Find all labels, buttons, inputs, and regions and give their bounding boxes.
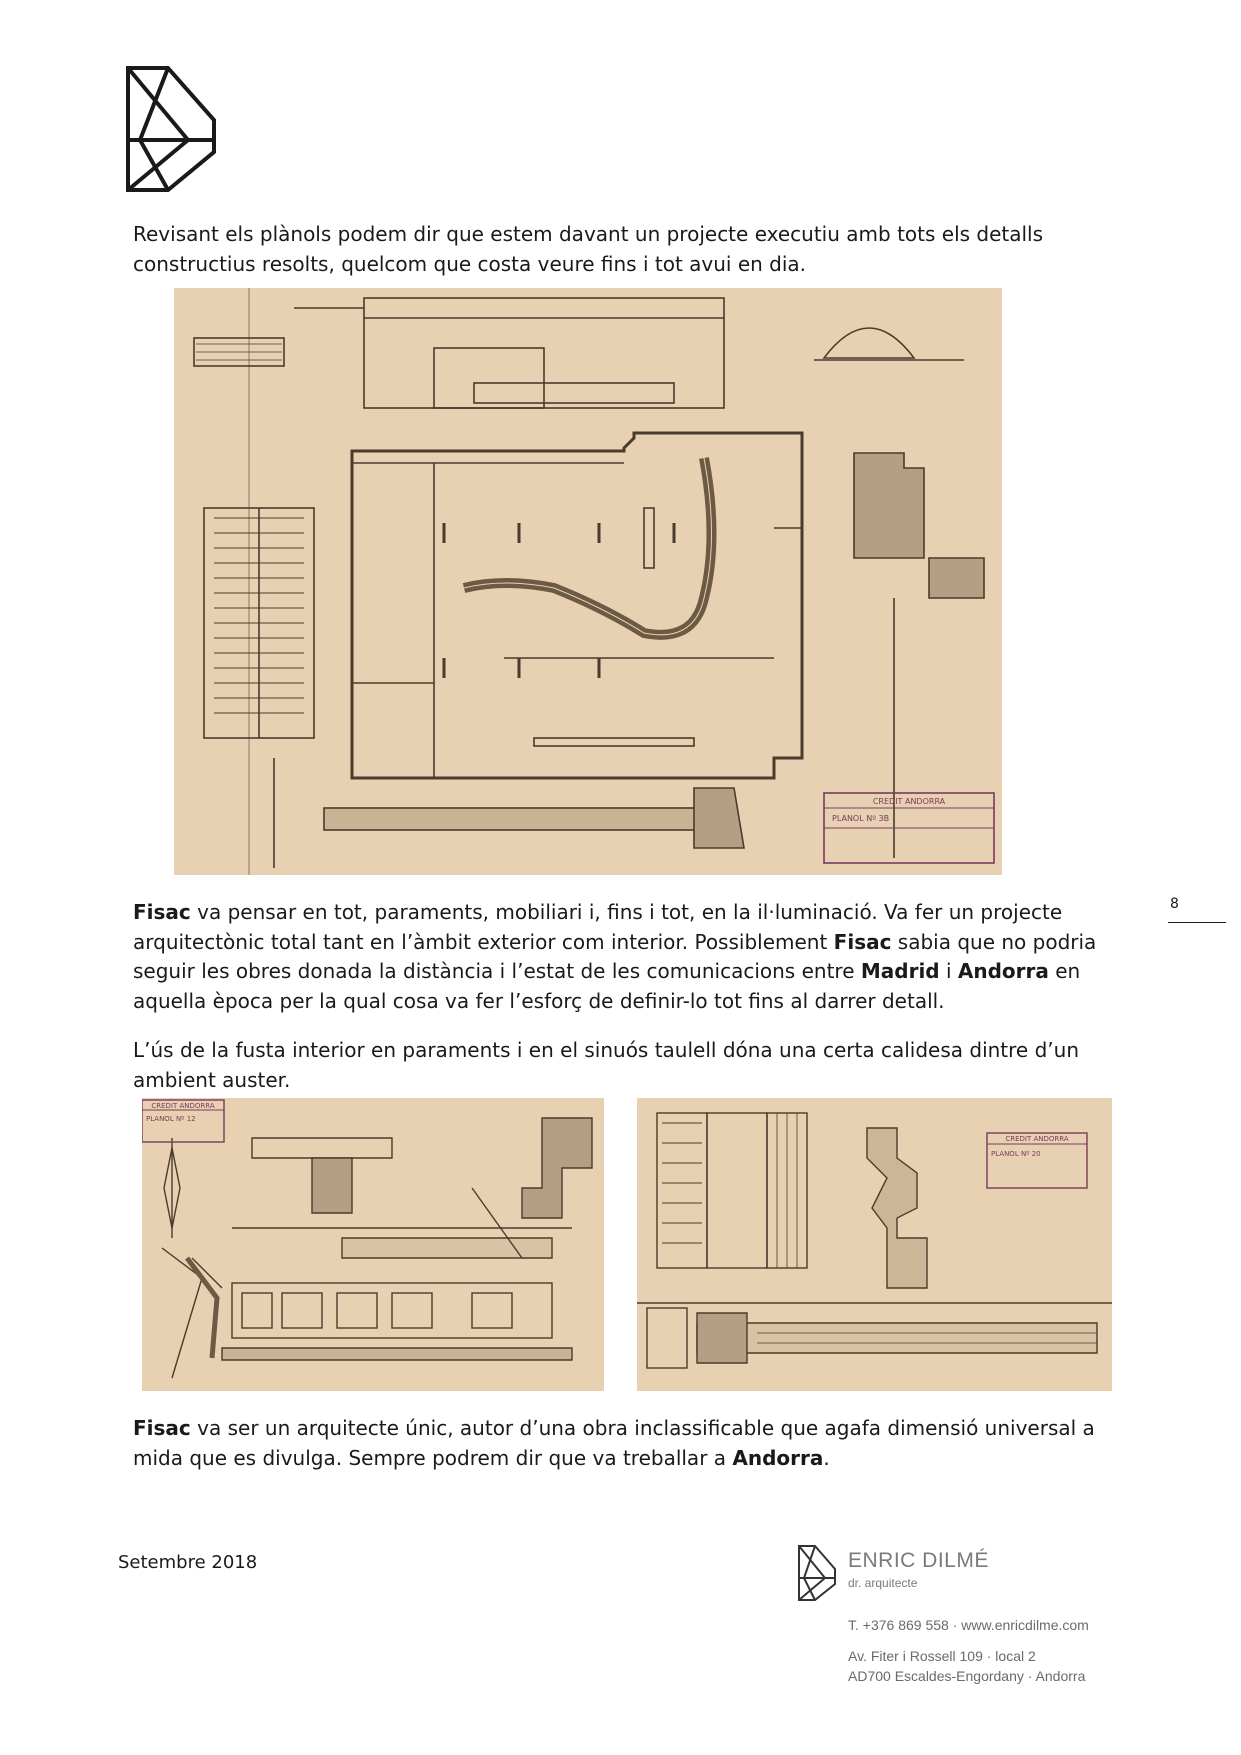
page-number-rule (1168, 922, 1226, 923)
detail-right-svg (637, 1098, 1112, 1391)
name-madrid: Madrid (860, 959, 940, 983)
p2-text-2: sabia que no podria seguir les obres donada la distància i l’estat de les comunicacions entre (133, 929, 1097, 983)
monogram-logo-icon (124, 64, 219, 194)
plan-stamp-number: PLANOL Nº 3B (832, 814, 890, 823)
detail-drawing-right (637, 1098, 1112, 1391)
name-andorra: Andorra (957, 959, 1049, 983)
plan-stamp-title: CREDIT ANDORRA (872, 797, 946, 806)
detail-left-stamp-title: CREDIT ANDORRA (151, 1102, 215, 1110)
page-number: 8 (1170, 896, 1179, 912)
address-line-2: AD700 Escaldes-Engordany · Andorra (848, 1668, 1086, 1684)
contact-line: T. +376 869 558 · www.enricdilme.com (848, 1617, 1089, 1633)
name-fisac: Fisac (133, 1416, 191, 1440)
name-andorra: Andorra (732, 1445, 824, 1470)
brand-subtitle: dr. arquitecte (848, 1576, 918, 1590)
p4-text-2: . (823, 1445, 830, 1470)
detail-left-stamp-number: PLANOL Nº 12 (146, 1115, 196, 1123)
address-line-1: Av. Fiter i Rossell 109 · local 2 (848, 1648, 1036, 1664)
floor-plan-drawing (174, 288, 1002, 875)
document-date: Setembre 2018 (118, 1552, 258, 1573)
p2-text-3: i (939, 959, 958, 983)
detail-right-stamp-number: PLANOL Nº 20 (991, 1150, 1041, 1158)
p2-text-1: va pensar en tot, paraments, mobiliari i, fins i tot, en la il·luminació. Va fer un projecte arquitectònic total tant en l’àmbit exterior com interior. Possiblement (133, 900, 1063, 954)
p2-text-4: en aquella època per la qual cosa va fer l’esforç de definir-lo tot fins al darrer detall. (133, 959, 1081, 1013)
paragraph-fisac-conclusion (133, 1414, 1103, 1473)
intro-paragraph: Revisant els plànols podem dir que estem davant un projecte executiu amb tots els detalls constructius resolts, quelcom que costa veure fins i tot avui en dia. (133, 222, 1044, 276)
detail-drawing-left (142, 1098, 604, 1391)
detail-right-stamp-title: CREDIT ANDORRA (1005, 1135, 1069, 1143)
paragraph-fisac-project (133, 898, 1103, 1016)
name-fisac: Fisac (133, 900, 191, 924)
brand-name: ENRIC DILMÉ (848, 1549, 989, 1572)
floor-plan-svg (174, 288, 1002, 875)
name-fisac: Fisac (833, 929, 892, 954)
detail-left-svg (142, 1098, 604, 1391)
paragraph-wood-interior: L’ús de la fusta interior en paraments i en el sinuós taulell dóna una certa calidesa dintre d’un ambient auster. (133, 1038, 1079, 1092)
p4-text-1: va ser un arquitecte únic, autor d’una obra inclassificable que agafa dimensió universal a mida que es divulga. Sempre podrem dir que va treballar a (133, 1416, 1095, 1470)
footer-monogram-icon (797, 1544, 837, 1602)
